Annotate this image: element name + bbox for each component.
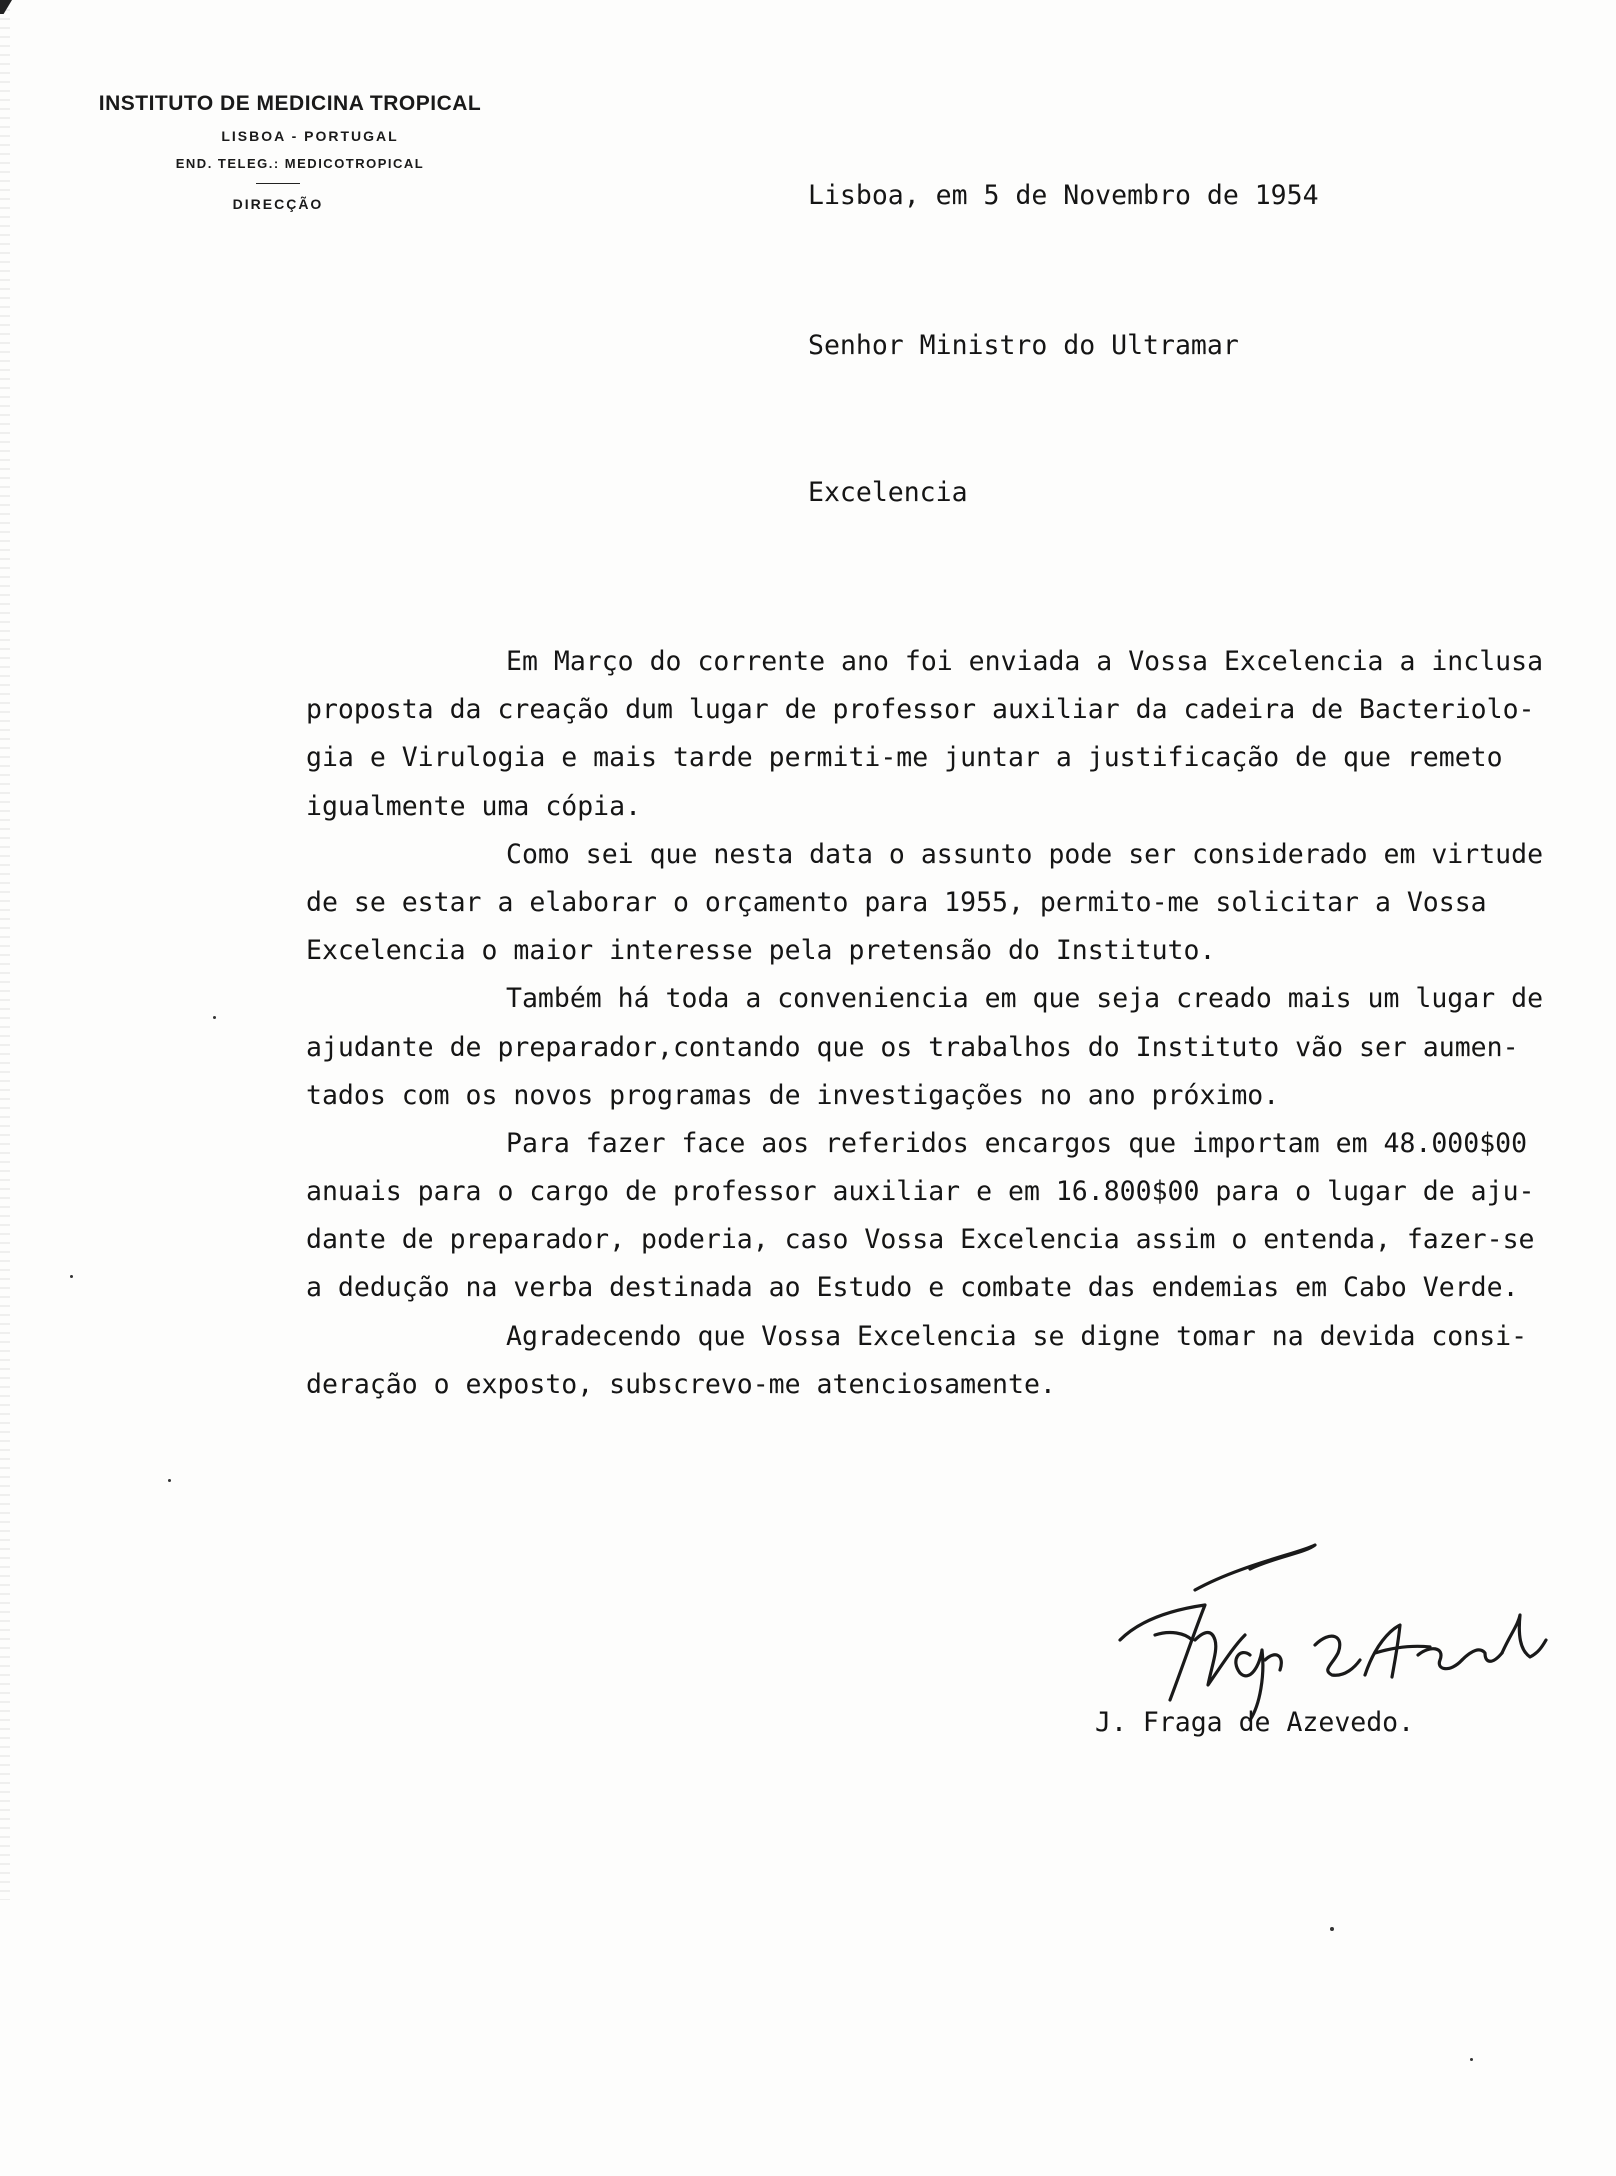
scan-speck (1330, 1927, 1334, 1931)
body-line: Excelencia o maior interesse pela pretensão do Instituto. (306, 935, 1216, 967)
body-line: Para fazer face aos referidos encargos que importam em 48.000$00 (506, 1127, 1528, 1159)
scan-speck (213, 1016, 216, 1019)
letter-salutation: Excelencia (808, 477, 968, 508)
signer-name: J. Fraga de Azevedo. (1095, 1707, 1415, 1738)
body-line: gia e Virulogia e mais tarde permiti-me juntar a justificação de que remeto (306, 742, 1503, 774)
letterhead-department: DIRECÇÃO (232, 196, 324, 212)
scan-speck (1470, 2058, 1473, 2061)
letter-addressee: Senhor Ministro do Ultramar (808, 330, 1239, 361)
scan-speck (70, 1275, 73, 1278)
body-line: tados com os novos programas de investigações no ano próximo. (306, 1079, 1280, 1111)
body-line: Como sei que nesta data o assunto pode ser considerado em virtude (506, 838, 1544, 870)
body-line: Em Março do corrente ano foi enviada a Vossa Excelencia a inclusa (506, 646, 1544, 677)
letterhead-city: LISBOA - PORTUGAL (221, 128, 399, 144)
body-line: proposta da creação dum lugar de professor auxiliar da cadeira de Bacteriolo- (306, 694, 1535, 726)
body-line: Também há toda a conveniencia em que seja creado mais um lugar de (506, 983, 1544, 1015)
scan-speck (168, 1479, 171, 1482)
body-line: ajudante de preparador,contando que os trabalhos do Instituto vão ser aumen- (306, 1031, 1519, 1063)
letterhead-telegraph: END. TELEG.: MEDICOTROPICAL (175, 156, 425, 171)
letterhead-divider (256, 183, 300, 184)
letterhead-institute: INSTITUTO DE MEDICINA TROPICAL (98, 92, 482, 115)
scan-edge-noise (0, 0, 10, 1900)
letter-body (306, 638, 1596, 1409)
body-line: Agradecendo que Vossa Excelencia se digne tomar na devida consi- (506, 1320, 1528, 1352)
body-line: igualmente uma cópia. (306, 790, 642, 822)
letterhead (70, 92, 510, 212)
body-line: anuais para o cargo de professor auxiliar e em 16.800$00 para o lugar de aju- (306, 1176, 1535, 1208)
handwritten-signature (1100, 1535, 1560, 1725)
body-line: deração o exposto, subscrevo-me atenciosamente. (306, 1368, 1056, 1400)
letter-date: Lisboa, em 5 de Novembro de 1954 (808, 180, 1319, 211)
body-line: dante de preparador, poderia, caso Vossa Excelencia assim o entenda, fazer-se (306, 1224, 1535, 1256)
body-line: a dedução na verba destinada ao Estudo e combate das endemias em Cabo Verde. (306, 1272, 1519, 1304)
body-line: de se estar a elaborar o orçamento para 1955, permito-me solicitar a Vossa (306, 886, 1487, 918)
